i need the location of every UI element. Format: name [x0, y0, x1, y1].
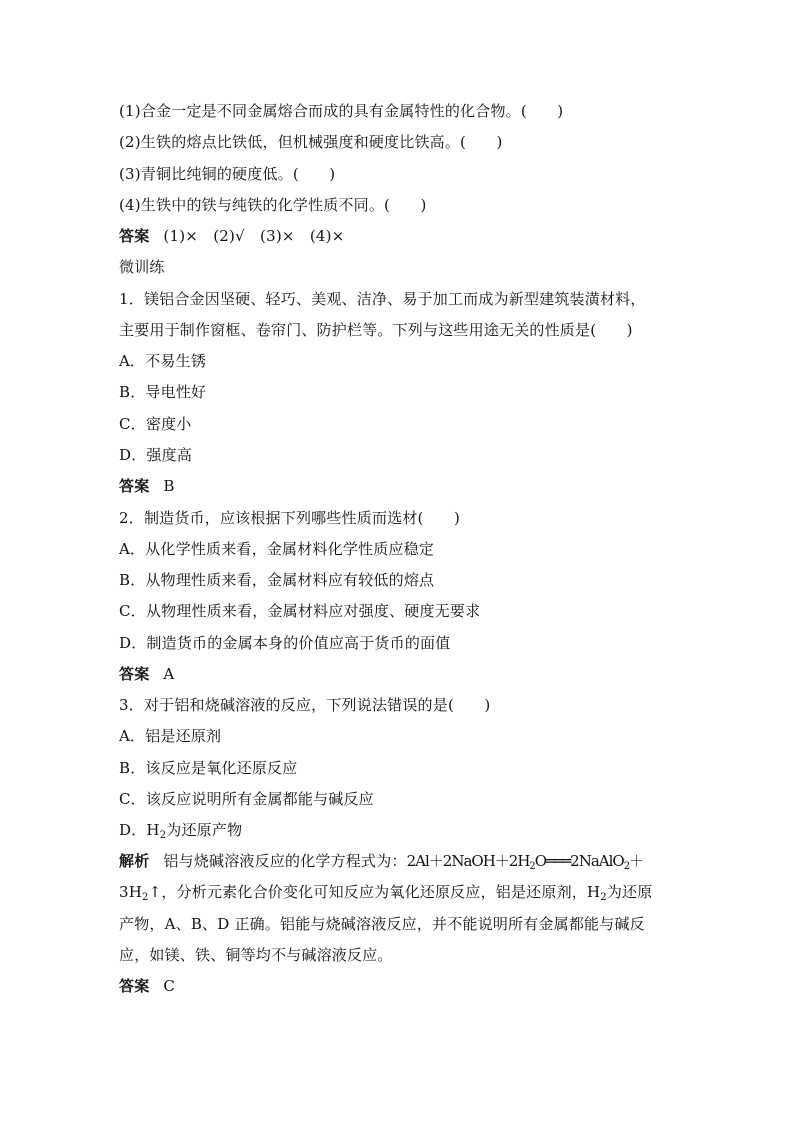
judge-item-4: (4)生铁中的铁与纯铁的化学性质不同。( ): [119, 196, 427, 214]
q2-option-b: B．从物理性质来看，金属材料应有较低的熔点: [119, 571, 435, 589]
section-title: 微训练: [119, 258, 165, 276]
answer-label: 答案: [119, 227, 150, 245]
judge-item-1: (1)合金一定是不同金属熔合而成的具有金属特性的化合物。( ): [119, 102, 564, 120]
judge-item-3: (3)青铜比纯铜的硬度低。( ): [119, 165, 336, 183]
answer-label: 答案: [119, 477, 150, 495]
q2-option-d: D．制造货币的金属本身的价值应高于货币的面值: [119, 634, 451, 652]
q3-analysis-line-3: 产物，A、B、D 正确。铝能与烧碱溶液反应，并不能说明所有金属都能与碱反: [119, 915, 645, 933]
q2-answer: [119, 663, 174, 685]
q3-option-c: C．该反应说明所有金属都能与碱反应: [119, 790, 374, 808]
q3-option-d: D．$H_2$为还原产物: [119, 821, 243, 841]
q1-option-b: B．导电性好: [119, 383, 207, 401]
q2-option-c: C．从物理性质来看，金属材料应对强度、硬度无要求: [119, 602, 481, 620]
answer-text: B: [163, 477, 175, 495]
q3-option-b: B．该反应是氧化还原反应: [119, 759, 298, 777]
q2-stem: 2．制造货币，应该根据下列哪些性质而选材( ): [119, 509, 461, 527]
q1-option-d: D．强度高: [119, 446, 193, 464]
analysis-label: 解析: [119, 852, 150, 870]
judge-answer: [119, 225, 344, 247]
q3-answer: [119, 975, 175, 997]
q3-option-a: A．铝是还原剂: [119, 727, 222, 745]
answer-text: A: [163, 665, 175, 683]
q1-stem-line-1: 1．镁铝合金因坚硬、轻巧、美观、洁净、易于加工而成为新型建筑装潢材料，: [119, 290, 646, 308]
answer-label: 答案: [119, 665, 150, 683]
q2-option-a: A．从化学性质来看，金属材料化学性质应稳定: [119, 540, 435, 558]
q1-option-a: A．不易生锈: [119, 352, 207, 370]
q1-answer: [119, 475, 175, 497]
q1-option-c: C．密度小: [119, 415, 192, 433]
q3-analysis-line-1: 解析 铝与烧碱溶液反应的化学方程式为：$2Al+2NaOH+2H_2O═══2NaAlO_2+$: [119, 852, 644, 872]
q3-analysis-line-4: 应，如镁、铁、铜等均不与碱溶液反应。: [119, 946, 393, 964]
q3-stem: 3．对于铝和烧碱溶液的反应，下列说法错误的是( ): [119, 696, 491, 714]
q1-stem-line-2: 主要用于制作窗框、卷帘门、防护栏等。下列与这些用途无关的性质是( ): [119, 321, 633, 339]
answer-label: 答案: [119, 977, 150, 995]
answer-text: (1)× (2)√ (3)× (4)×: [163, 227, 345, 245]
chemical-equation: $2Al+2NaOH+2H_2O═══2NaAlO_2+$: [406, 852, 644, 872]
judge-item-2: (2)生铁的熔点比铁低，但机械强度和硬度比铁高。( ): [119, 133, 503, 151]
q3-analysis-line-2: $3H_2↑$，分析元素化合价变化可知反应为氧化还原反应，铝是还原剂，$H_2$为还原: [119, 883, 653, 903]
answer-text: C: [163, 977, 176, 995]
